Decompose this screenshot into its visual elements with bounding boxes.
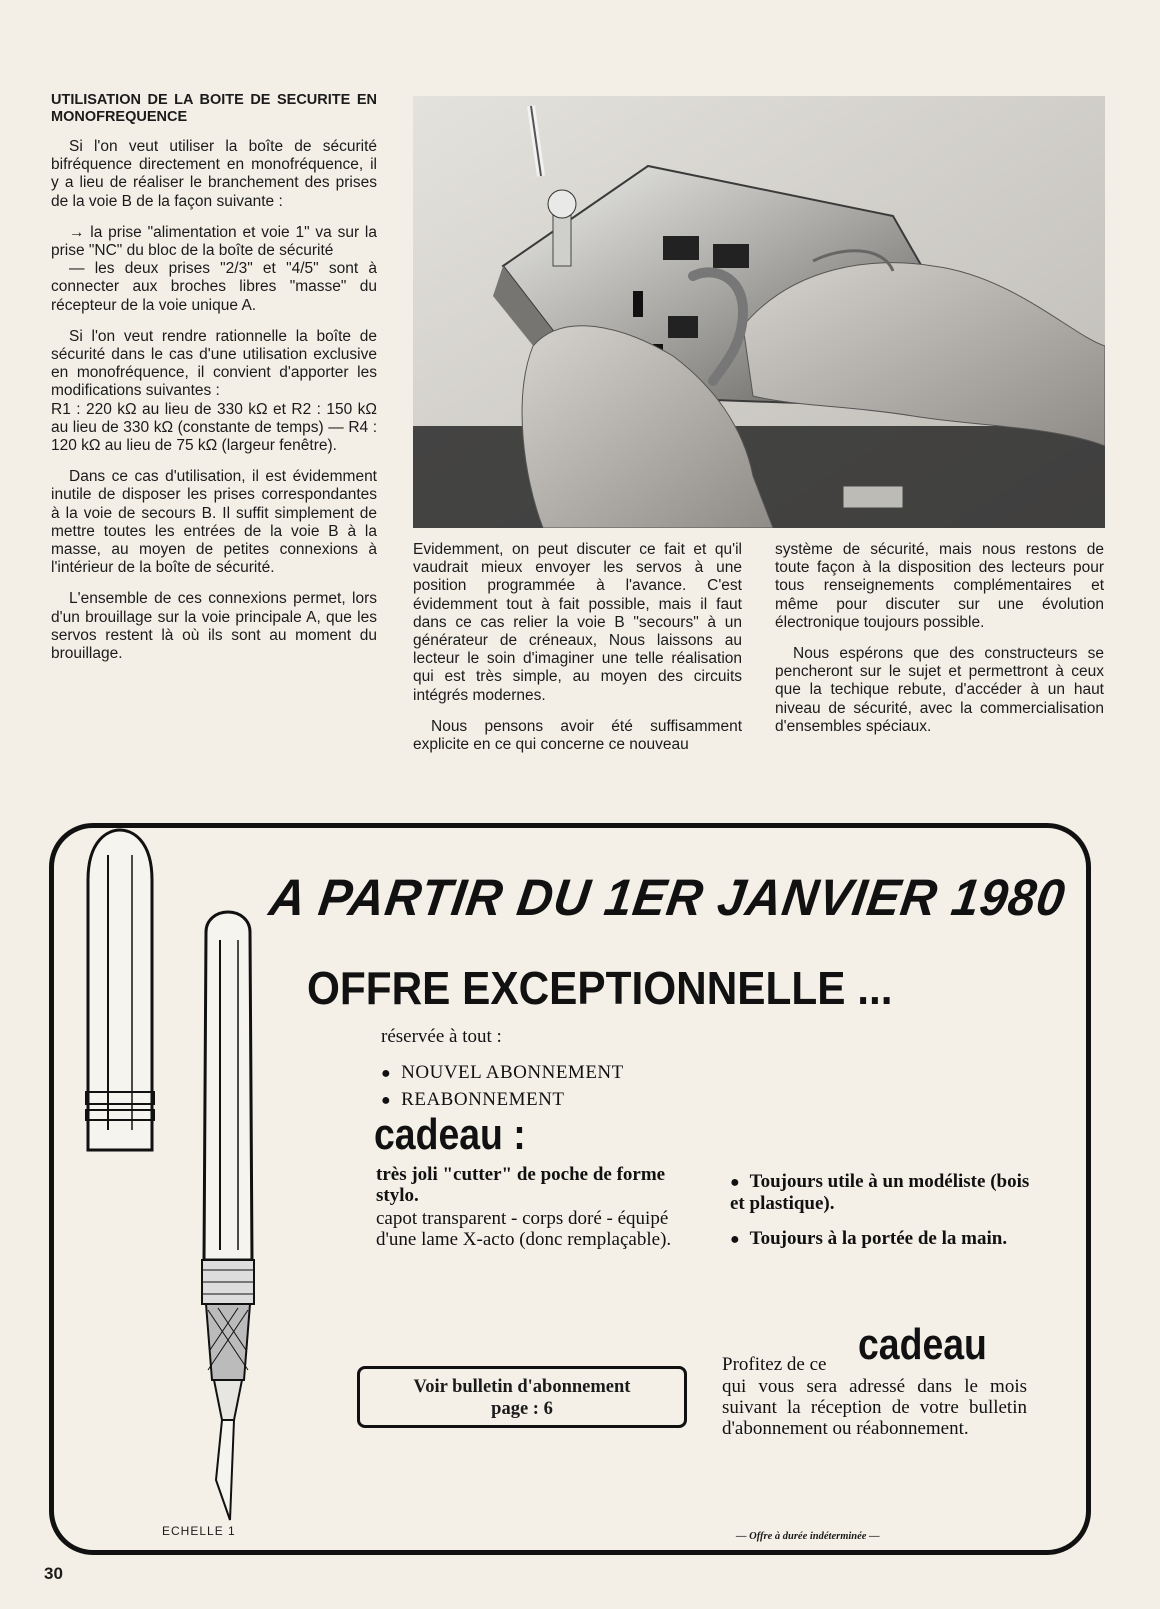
ad-subtitle: OFFRE EXCEPTIONNELLE ...	[307, 962, 893, 1014]
paragraph: Dans ce cas d'utilisation, il est évidemment inutile de disposer les prises correspondantes à la voie de secours B. Il suffit simplement de mettre toutes les entrées de la voie B à la masse, au moyen de petites connexions à l'intérieur de la boîte de sécurité.	[51, 468, 377, 577]
bullet-reabonnement: ● REABONNEMENT	[381, 1089, 564, 1111]
voir-line-1: Voir bulletin d'abonnement	[413, 1377, 631, 1397]
paragraph: L'ensemble de ces connexions permet, lors d'un brouillage sur la voie principale A, que les servos restent là où ils sont au moment du brouillage.	[51, 590, 377, 663]
bullet-toujours-utile: ● Toujours utile à un modéliste (bois et plastique).	[730, 1171, 1040, 1214]
voir-line-2: page : 6	[491, 1399, 553, 1419]
transmitter-photo	[413, 96, 1105, 528]
cutter-pen-illustration	[68, 820, 268, 1535]
echelle-label: ECHELLE 1	[162, 1524, 236, 1538]
cutter-description: capot transparent - corps doré - équipé d'une lame X-acto (donc remplaçable).	[376, 1208, 672, 1250]
paragraph: — les deux prises "2/3" et "4/5" sont à connecter aux broches libres "masse" du récepteur de la voie unique A.	[51, 260, 377, 314]
article-heading: UTILISATION DE LA BOITE DE SECURITE EN MONOFREQUENCE	[51, 92, 377, 125]
cadeau-heading: cadeau :	[374, 1110, 526, 1159]
paragraph: Si l'on veut utiliser la boîte de sécurité bifréquence directement en monofréquence, il y a lieu de réaliser le branchement des prises de la voie B de la façon suivante :	[51, 138, 377, 210]
cutter-description-bold: très joli "cutter" de poche de forme stylo.	[376, 1164, 666, 1206]
paragraph: Nous espérons que des constructeurs se pencheront sur le sujet et permettront à ceux que la techique rebute, d'accéder à un haut niveau de sécurité, avec la commercialisation d'ensembles spéciaux.	[775, 645, 1104, 735]
bullet-toujours-portee: ● Toujours à la portée de la main.	[730, 1228, 1040, 1250]
page-number: 30	[44, 1564, 63, 1583]
paragraph: Evidemment, on peut discuter ce fait et qu'il vaudrait mieux envoyer les servos à une position programmée à l'avance. C'est évidemment tout à fait possible, mais il faut dans ce cas relier la voie B "secours" à un générateur de créneaux, Nous laissons au lecteur le soin d'imaginer une telle réalisation qui est très simple, au moyen des circuits intégrés modernes.	[413, 541, 742, 704]
ad-title: A PARTIR DU 1ER JANVIER 1980	[266, 869, 1069, 927]
offre-duree: — Offre à durée indéterminée —	[736, 1531, 880, 1542]
article-column-2	[413, 541, 742, 767]
cadeau-word: cadeau	[858, 1320, 987, 1369]
transmitter-hands-illustration	[413, 96, 1105, 528]
paragraph: R1 : 220 kΩ au lieu de 330 kΩ et R2 : 150 kΩ au lieu de 330 kΩ (constante de temps) — R4 : 120 kΩ au lieu de 75 kΩ (largeur fenêtre).	[51, 400, 377, 455]
subscription-ad	[49, 823, 1091, 1555]
bullet-nouvel-abonnement: ● NOUVEL ABONNEMENT	[381, 1062, 624, 1084]
article-column-1	[51, 92, 377, 676]
voir-bulletin-box	[357, 1366, 687, 1428]
article-column-3	[775, 541, 1104, 749]
profitez-rest: qui vous sera adressé dans le mois suivant la réception de votre bulletin d'abonnement ou réabonnement.	[722, 1376, 1027, 1439]
reserved-text: réservée à tout :	[381, 1026, 502, 1047]
paragraph: → la prise "alimentation et voie 1" va sur la prise "NC" du bloc de la boîte de sécurité	[51, 223, 377, 260]
paragraph: Si l'on veut rendre rationnelle la boîte de sécurité dans le cas d'une utilisation exclusive en monofréquence, il convient d'apporter les modifications suivantes :	[51, 327, 377, 400]
paragraph: Nous pensons avoir été suffisamment explicite en ce qui concerne ce nouveau	[413, 717, 742, 754]
profitez-text: Profitez de ce	[722, 1354, 827, 1375]
paragraph: système de sécurité, mais nous restons de toute façon à la disposition des lecteurs pour tous renseignements complémentaires et même pour discuter sur une évolution électronique toujours possible.	[775, 541, 1104, 631]
